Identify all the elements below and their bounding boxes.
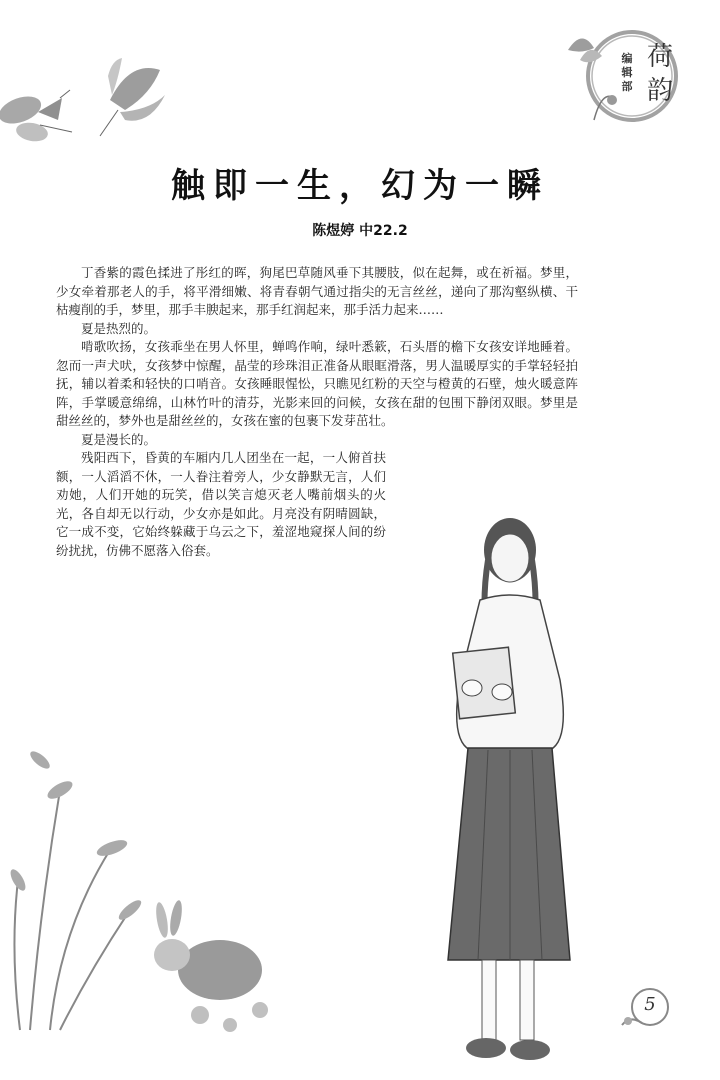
page-number: 5 [644, 994, 656, 1015]
article-byline: 陈煜婷 中22.2 [312, 223, 408, 239]
paragraph: 啃歌吹扬，女孩乖坐在男人怀里，蝉鸣作响，绿叶悉簌，石头厝的檐下女孩安详地睡着。忽而一声犬吠，女孩梦中惊醒，晶莹的珍珠泪正准备从眼眶滑落，男人温暖厚实的手掌轻轻拍抚，辅以着柔和轻快的口哨音。女孩睡眼惺忪，只瞧见红粉的天空与橙黄的石壁，烛火暖意阵阵，手掌暖意绵绵，山林竹叶的清芬，光影来回的问候，女孩在甜的包围下静闭双眼。梦里是甜丝丝的，梦外也是甜丝丝的，女孩在蜜的包裹下发芽茁壮。 [56, 339, 578, 428]
butterfly-illustration [0, 40, 200, 160]
plant-rabbit-illustration [0, 730, 300, 1050]
paragraph: 丁香紫的霞色揉进了彤红的晖，狗尾巴草随风垂下其腰肢，似在起舞，或在祈福。梦里，少女牵着那老人的手，将平滑细嫩、将青春朝气通过指尖的无言丝丝，递向了那沟壑纵横、干枯瘦削的手，梦里，那手丰腴起来，那手红润起来，那手活力起来…… [56, 265, 578, 317]
girl-illustration [420, 510, 600, 1070]
paragraph: 夏是漫长的。 [81, 431, 157, 447]
paragraph: 残阳西下，昏黄的车厢内几人团坐在一起，一人俯首扶额，一人滔滔不休，一人眷注着旁人，少女静默无言，人们劝她，人们开她的玩笑，借以笑言熄灭老人嘴前烟头的火光，各自却无以行动，少女亦是如此。月亮没有阴晴圆缺，它一成不变，它始终躲藏于乌云之下，羞涩地窥探人间的纷纷扰扰，仿佛不愿落入俗套。 [56, 450, 386, 558]
article-title: 触即一生，幻为一瞬 [171, 166, 549, 206]
paragraph: 夏是热烈的。 [81, 320, 157, 336]
seal-title: 荷韵 [646, 42, 673, 106]
seal-subtitle: 编辑部 [621, 52, 633, 93]
